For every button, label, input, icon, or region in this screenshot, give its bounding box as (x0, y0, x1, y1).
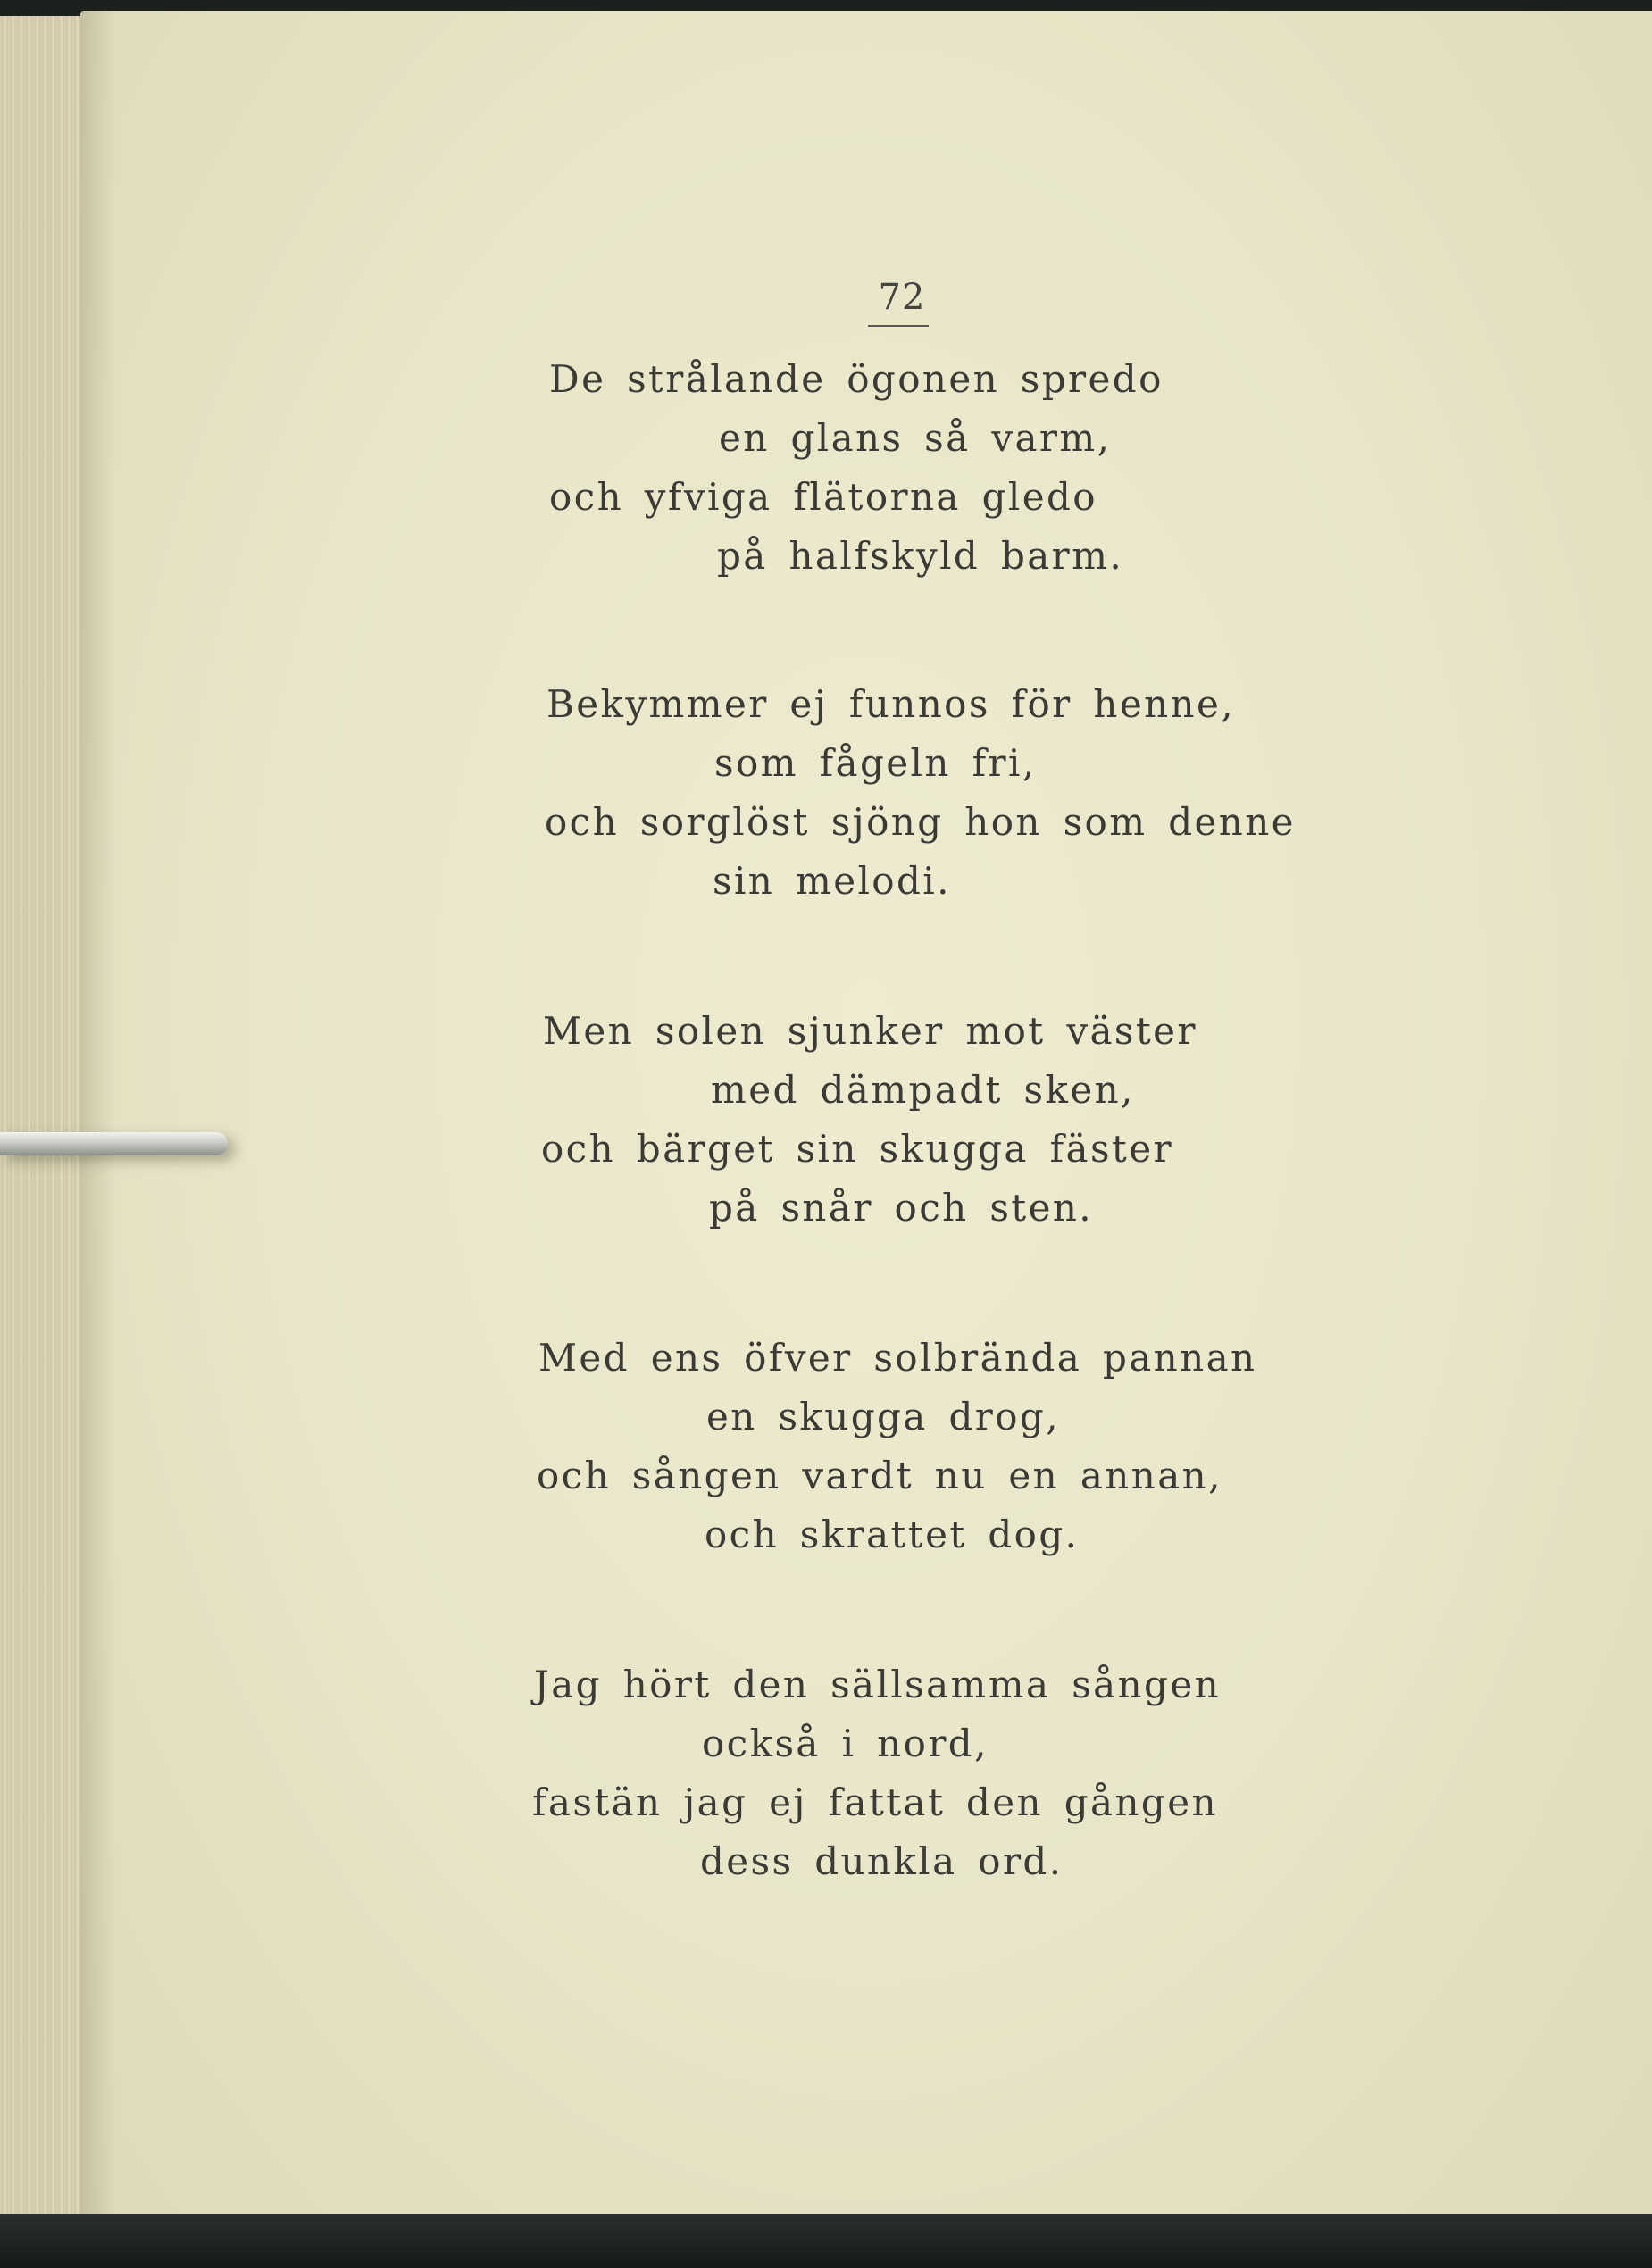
poem-line: Bekymmer ej funnos för henne, (546, 682, 1236, 726)
poem-line: på halfskyld barm. (717, 534, 1124, 578)
poem-line: en skugga drog, (706, 1395, 1060, 1438)
poem-line: och sorglöst sjöng hon som denne (545, 800, 1296, 844)
poem-line: sin melodi. (713, 859, 951, 903)
poem-line: Jag hört den sällsamma sången (534, 1663, 1222, 1706)
poem-line: fastän jag ej fattat den gången (532, 1780, 1218, 1824)
poem-line: dess dunkla ord. (700, 1839, 1064, 1883)
poem-line: med dämpadt sken, (711, 1068, 1135, 1112)
page-number-rule (868, 325, 929, 327)
poem-line: och sången vardt nu en annan, (537, 1454, 1222, 1497)
poem-line: De strålande ögonen spredo (549, 357, 1164, 401)
poem-line: på snår och sten. (709, 1186, 1094, 1230)
poem-line: och bärget sin skugga fäster (541, 1127, 1173, 1171)
poem-line: som fågeln fri, (714, 741, 1037, 785)
poem-line: en glans så varm, (719, 416, 1112, 460)
page-number: 72 (878, 277, 926, 318)
poem-line: också i nord, (702, 1722, 989, 1765)
poem-line: Med ens öfver solbrända pannan (538, 1336, 1257, 1380)
poem-line: Men solen sjunker mot väster (543, 1009, 1197, 1053)
poem-line: och yfviga flätorna gledo (549, 475, 1097, 519)
poem-line: och skrattet dog. (705, 1513, 1080, 1556)
